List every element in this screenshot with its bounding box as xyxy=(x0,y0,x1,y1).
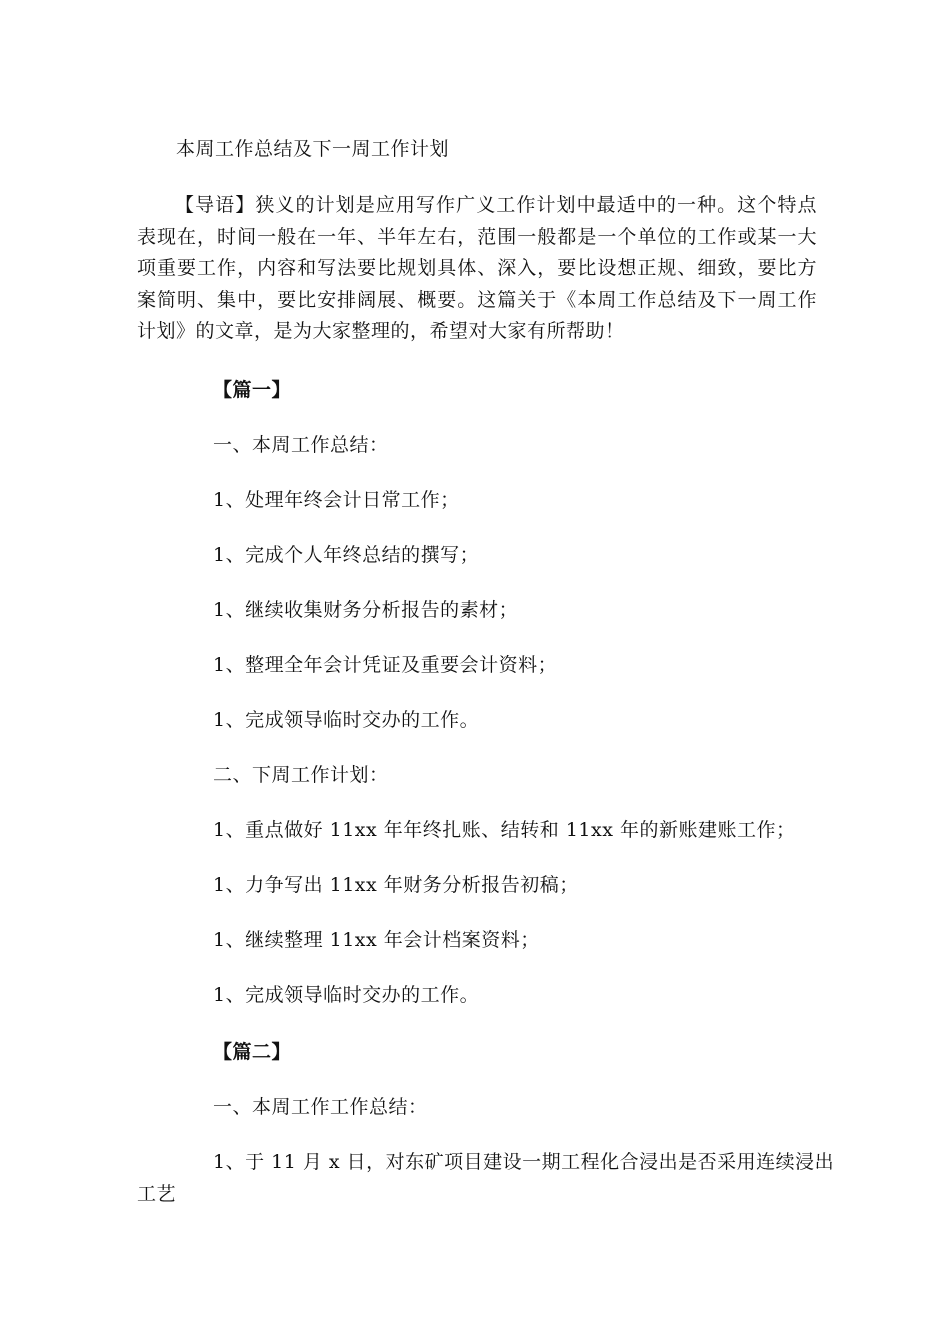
list-item-continuation: 工艺 xyxy=(137,1183,177,1205)
part2-heading: 【篇二】 xyxy=(213,1041,292,1063)
list-item: 1、继续收集财务分析报告的素材； xyxy=(213,599,519,621)
list-item: 1、力争写出 11xx 年财务分析报告初稿； xyxy=(213,874,579,896)
part1-heading: 【篇一】 xyxy=(213,379,292,401)
list-item: 1、处理年终会计日常工作； xyxy=(213,489,460,511)
part2-summary-heading: 一、本周工作工作总结： xyxy=(213,1096,428,1118)
intro-paragraph xyxy=(137,190,817,348)
document-title: 本周工作总结及下一周工作计划 xyxy=(176,138,450,160)
part1-summary-heading: 一、本周工作总结： xyxy=(213,434,389,456)
list-item: 1、整理全年会计凭证及重要会计资料； xyxy=(213,654,558,676)
list-item: 1、完成领导临时交办的工作。 xyxy=(213,984,480,1006)
list-item: 1、重点做好 11xx 年年终扎账、结转和 11xx 年的新账建账工作； xyxy=(213,819,796,841)
list-item: 1、继续整理 11xx 年会计档案资料； xyxy=(213,929,540,951)
part1-plan-heading: 二、下周工作计划： xyxy=(213,764,389,786)
list-item: 1、完成领导临时交办的工作。 xyxy=(213,709,480,731)
intro-body: 狭义的计划是应用写作广义工作计划中最适中的一种。这个特点表现在，时间一般在一年、半年左右，范围一般都是一个单位的工作或某一大项重要工作，内容和写法要比规划具体、深入，要比设想正规、细致，要比方案简明、集中，要比安排阔展、概要。这篇关于《本周工作总结及下一周工作计划》的文章，是为大家整理的，希望对大家有所帮助！ xyxy=(137,194,817,342)
intro-lead: 【导语】 xyxy=(175,194,256,216)
list-item: 1、完成个人年终总结的撰写； xyxy=(213,544,480,566)
list-item: 1、于 11 月 x 日，对东矿项目建设一期工程化合浸出是否采用连续浸出 xyxy=(213,1151,835,1173)
